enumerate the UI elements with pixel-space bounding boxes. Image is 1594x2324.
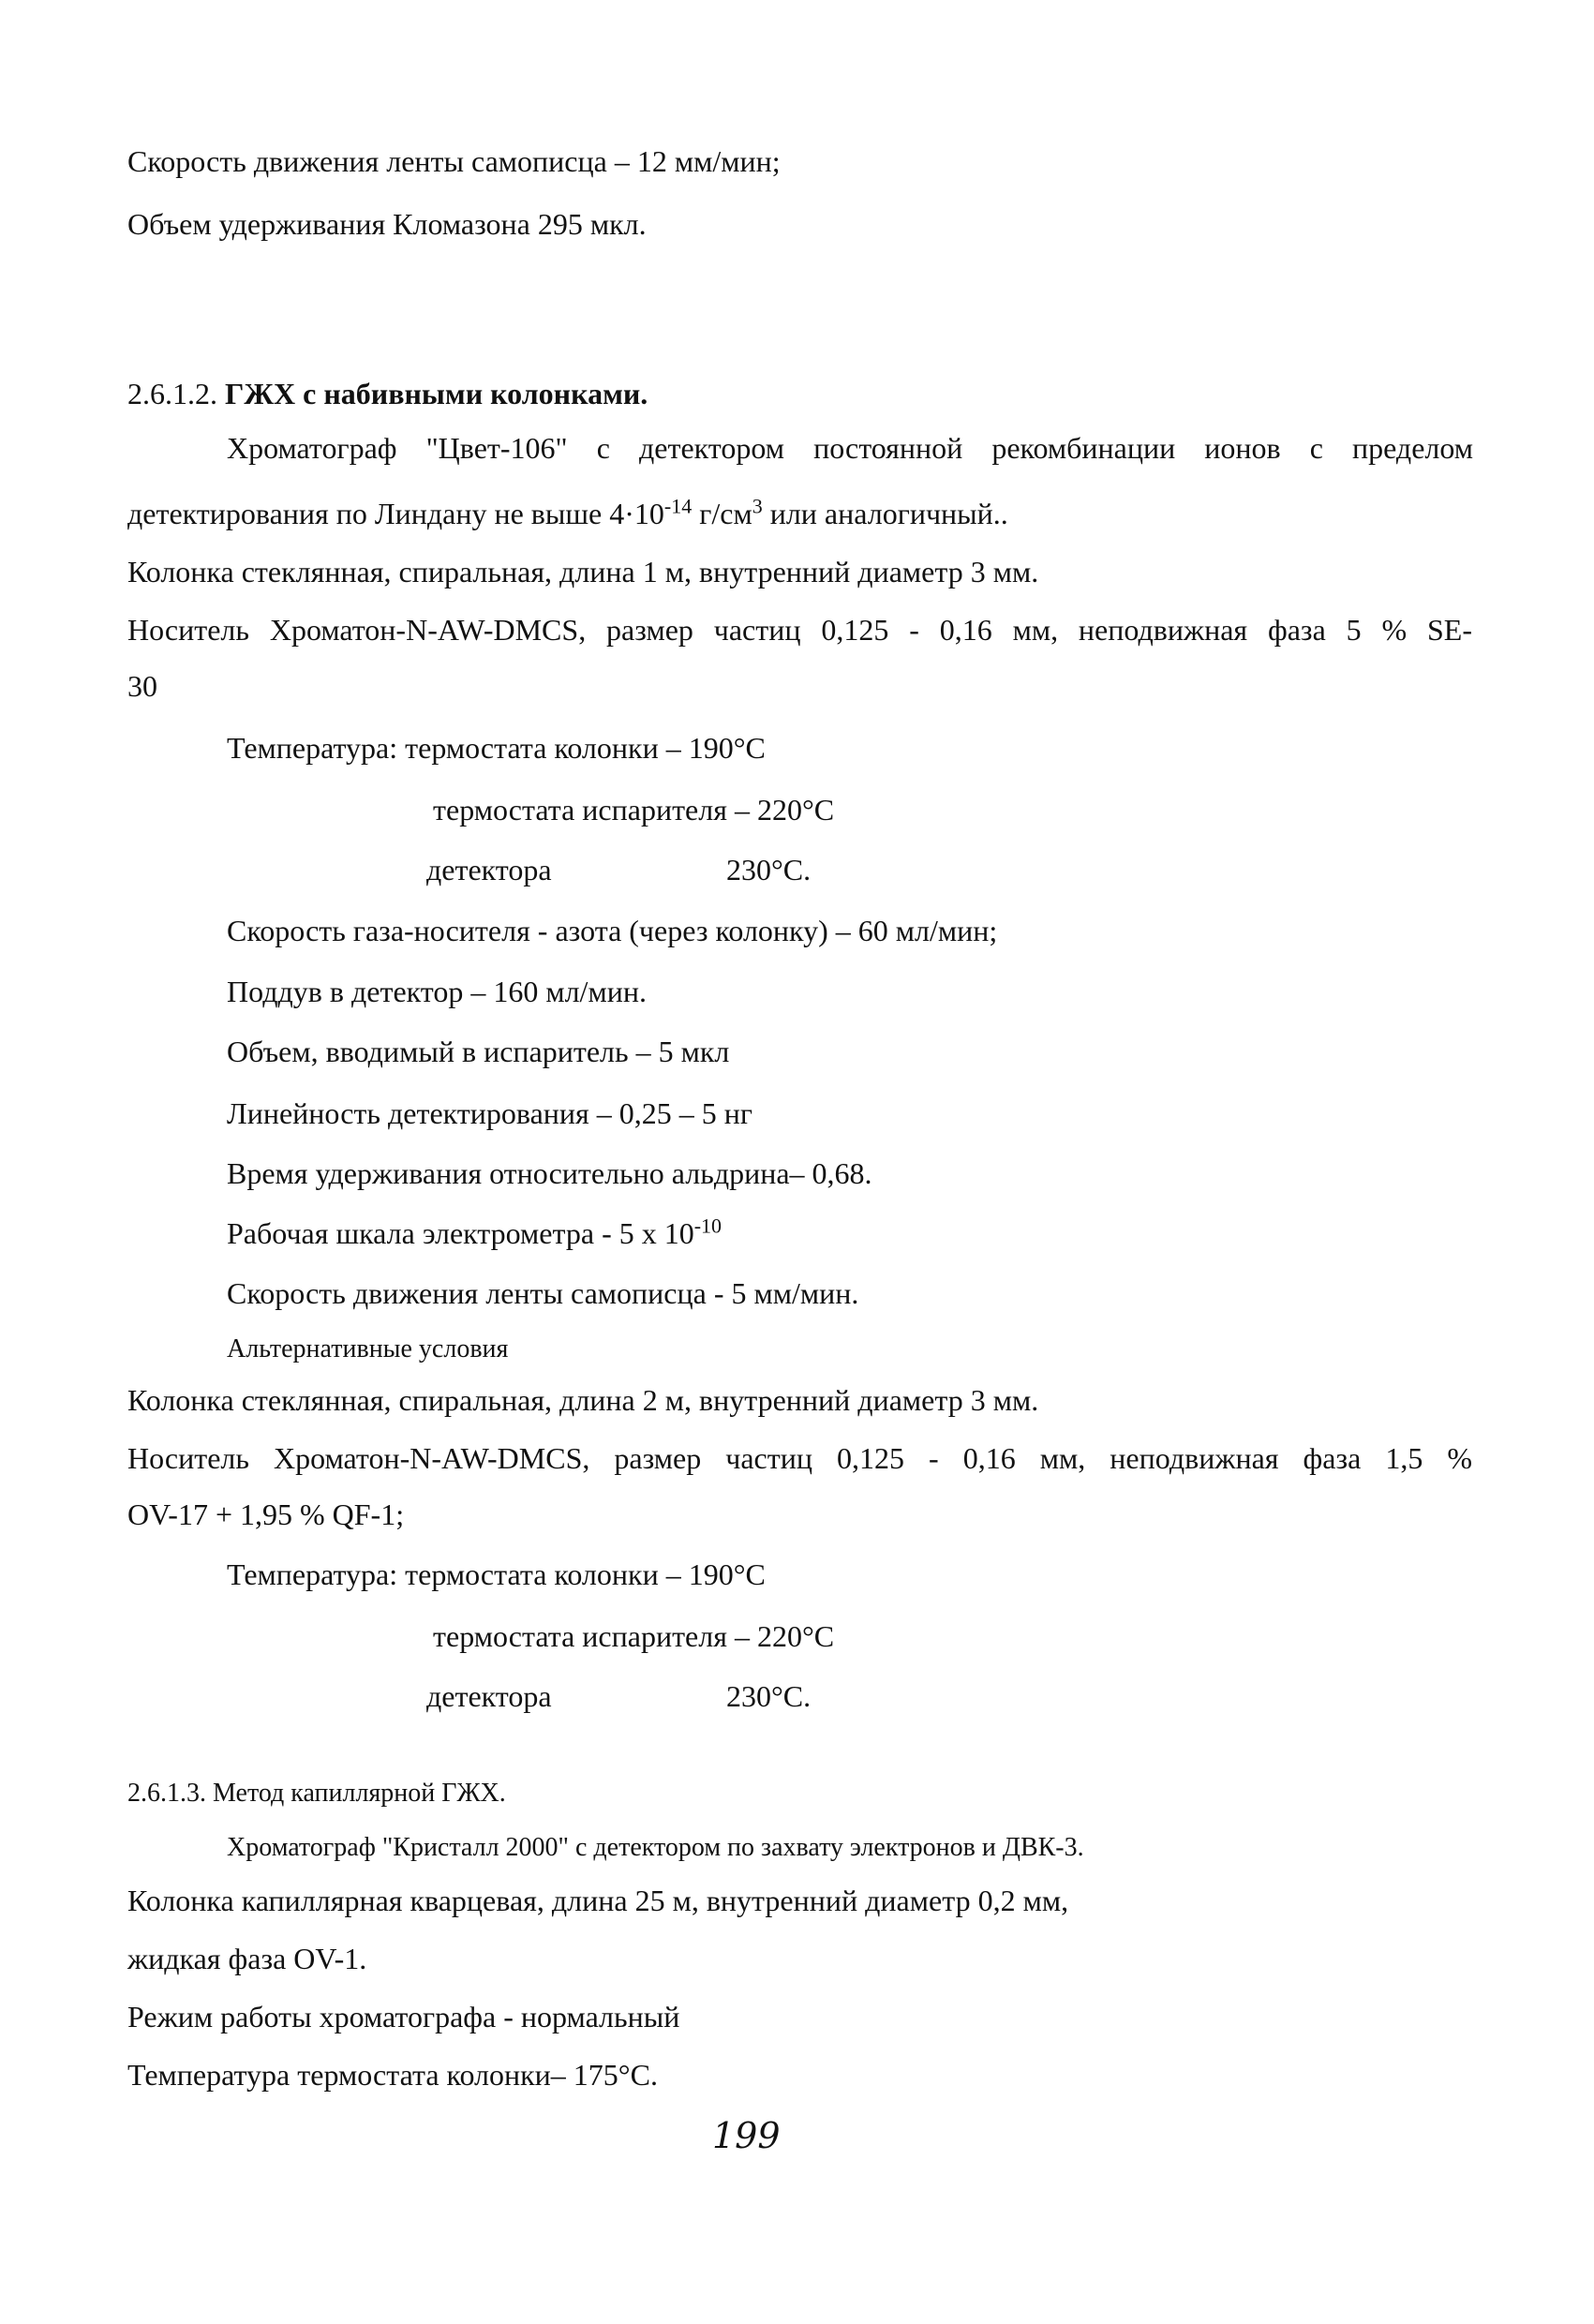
- mode-line: Режим работы хроматографа - нормальный: [127, 2000, 680, 2034]
- temperature-column-2: Температура: термостата колонки – 190°С: [227, 1557, 766, 1591]
- chromatograph-line-2: Хроматограф "Кристалл 2000" с детектором по захвату электронов и ДВК-3.: [227, 1833, 1084, 1862]
- detection-text-a: детектирования по Линдану не выше 4·10: [127, 497, 664, 530]
- carrier-line-2: Носитель Хроматон-N-AW-DMCS, размер частиц 0,125 - 0,16 мм, неподвижная фаза 1,5 %: [127, 1441, 1472, 1475]
- temperature-evaporator-2: термостата испарителя – 220°С: [433, 1619, 835, 1653]
- temperature-column-1: Температура: термостата колонки – 190°С: [227, 731, 766, 765]
- section-number: 2.6.1.2.: [127, 377, 225, 410]
- section-heading-2-6-1-2: [127, 375, 648, 412]
- column-line-1: Колонка стеклянная, спиральная, длина 1 м, внутренний диаметр 3 мм.: [127, 555, 1039, 588]
- carrier-line-1: Носитель Хроматон-N-AW-DMCS, размер частиц 0,125 - 0,16 мм, неподвижная фаза 5 % SE-: [127, 613, 1472, 647]
- carrier-gas-line: Скорость газа-носителя - азота (через колонку) – 60 мл/мин;: [227, 914, 998, 947]
- page-number: 199: [712, 2115, 781, 2156]
- scale-text: Рабочая шкала электрометра - 5 х 10: [227, 1216, 694, 1250]
- scale-exponent: -10: [693, 1214, 723, 1238]
- detection-exponent-2: 3: [752, 494, 763, 518]
- recorder-speed-line: Скорость движения ленты самописца – 12 мм/мин;: [127, 144, 781, 178]
- injection-volume-line: Объем, вводимый в испаритель – 5 мкл: [227, 1035, 730, 1068]
- carrier-line-2-cont: OV-17 + 1,95 % QF-1;: [127, 1497, 405, 1531]
- detection-text-c: или аналогичный..: [762, 497, 1008, 530]
- section-heading-2-6-1-3: 2.6.1.3. Метод капиллярной ГЖХ.: [127, 1779, 506, 1808]
- detection-limit-line: [127, 495, 1008, 532]
- recorder-speed-line-2: Скорость движения ленты самописца - 5 мм/мин.: [227, 1276, 859, 1310]
- chromatograph-line: Хроматограф "Цвет-106" с детектором постоянной рекомбинации ионов с пределом: [227, 431, 1473, 465]
- section-title: ГЖХ с набивными колонками.: [225, 377, 648, 410]
- column-line-2: Колонка стеклянная, спиральная, длина 2 м, внутренний диаметр 3 мм.: [127, 1383, 1039, 1417]
- temperature-evaporator-1: термостата испарителя – 220°С: [433, 793, 835, 827]
- detector-value-1: 230°С.: [726, 853, 812, 886]
- carrier-line-1-cont: 30: [127, 669, 157, 703]
- temperature-detector-2: [426, 1677, 552, 1715]
- column-line-3: Колонка капиллярная кварцевая, длина 25 м, внутренний диаметр 0,2 мм,: [127, 1884, 1069, 1917]
- temperature-column-3: Температура термостата колонки– 175°С.: [127, 2058, 658, 2092]
- electrometer-scale-line: [227, 1214, 722, 1252]
- retention-volume-line: Объем удерживания Кломазона 295 мкл.: [127, 207, 647, 241]
- temperature-detector-1: [426, 851, 552, 888]
- liquid-phase-line: жидкая фаза OV-1.: [127, 1942, 367, 1975]
- detection-text-b: г/см: [692, 497, 752, 530]
- alternative-conditions-heading: Альтернативные условия: [227, 1334, 509, 1363]
- detector-label: детектора: [426, 853, 552, 886]
- detection-exponent: -14: [663, 494, 693, 518]
- blow-line: Поддув в детектор – 160 мл/мин.: [227, 975, 647, 1008]
- linearity-line: Линейность детектирования – 0,25 – 5 нг: [227, 1096, 752, 1130]
- detector-value-2: 230°С.: [726, 1679, 812, 1713]
- retention-time-line: Время удерживания относительно альдрина– 0,68.: [227, 1156, 872, 1190]
- detector-label-2: детектора: [426, 1679, 552, 1713]
